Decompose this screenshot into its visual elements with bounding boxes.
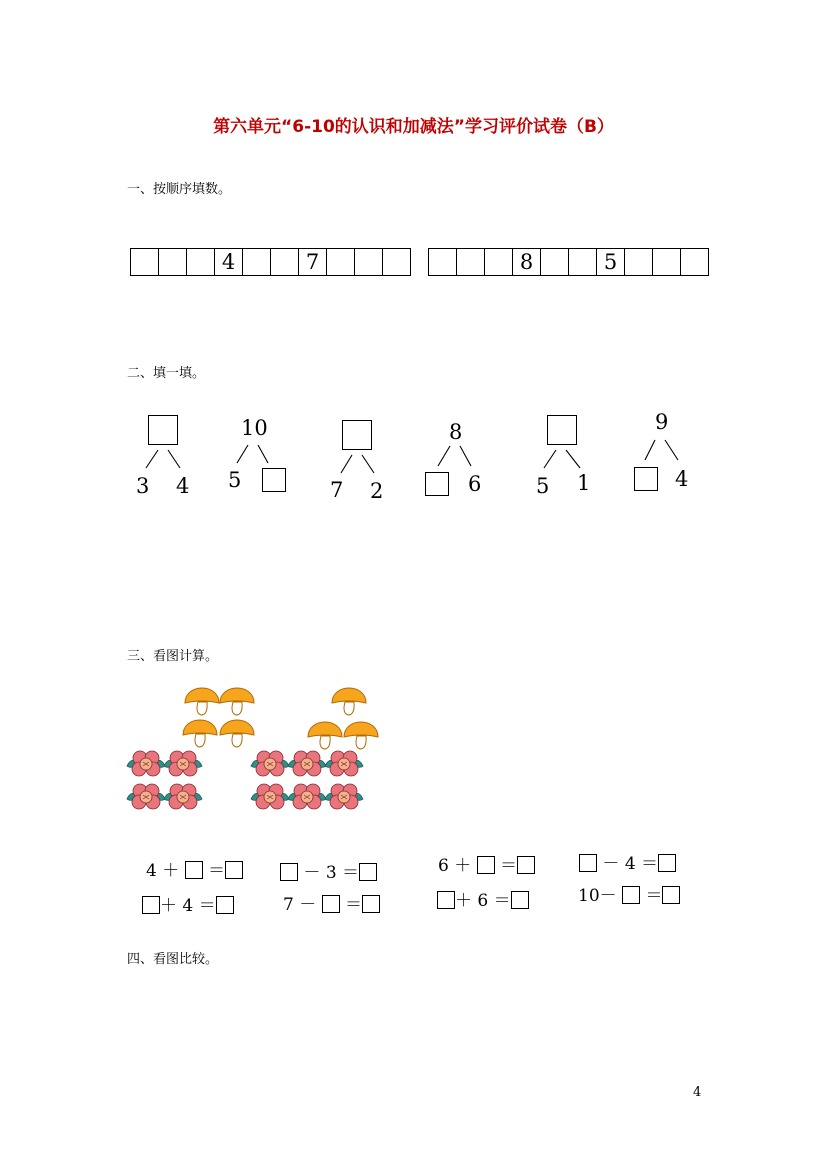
flower-icon [251, 784, 289, 809]
section-1-heading: 一、按顺序填数。 [127, 182, 232, 197]
bond-4-right: 6 [468, 472, 482, 496]
flower-icon [164, 784, 202, 809]
mushroom-icon [332, 688, 366, 715]
sequence-cell: 4 [215, 249, 243, 275]
page-number: 4 [693, 1085, 702, 1100]
mushroom-icon [185, 688, 219, 715]
mushroom-icon [308, 722, 342, 749]
flower-icon [288, 751, 326, 776]
flower-icon [127, 751, 165, 776]
bond-3-right: 2 [370, 479, 384, 503]
section-3-heading: 三、看图计算。 [127, 649, 219, 664]
flower-icon [325, 784, 363, 809]
flower-icon [325, 751, 363, 776]
answer-box[interactable] [362, 895, 380, 913]
answer-box[interactable] [662, 886, 680, 904]
mushroom-icon [220, 688, 254, 715]
mushroom-icon [183, 720, 217, 747]
answer-box[interactable] [437, 891, 455, 909]
answer-box[interactable] [658, 854, 676, 872]
bond-2-left: 5 [228, 468, 242, 492]
answer-box[interactable] [185, 861, 203, 879]
answer-box[interactable] [142, 896, 160, 914]
flower-icon [164, 751, 202, 776]
sequence-cell: 8 [513, 249, 541, 275]
bond-3-left: 7 [330, 478, 344, 502]
page-title: 第六单元“6-10的认识和加减法”学习评价试卷（B） [213, 117, 614, 137]
flower-icon [251, 751, 289, 776]
mushroom-icon [344, 722, 378, 749]
section-2-heading: 二、填一填。 [127, 366, 206, 381]
section-4-heading: 四、看图比较。 [127, 952, 219, 967]
answer-box[interactable] [225, 861, 243, 879]
answer-box[interactable] [477, 856, 495, 874]
sequence-cell: 5 [597, 249, 625, 275]
answer-box[interactable] [511, 891, 529, 909]
bond-4-top: 8 [449, 420, 463, 444]
flower-icon [127, 784, 165, 809]
left-mushrooms [183, 688, 254, 747]
answer-box[interactable] [359, 863, 377, 881]
flower-icon [288, 784, 326, 809]
equation-1: 4 ＋ ＝ [146, 856, 243, 881]
equation-7: ＋ 6 ＝ [437, 886, 529, 911]
bond-5-left: 5 [536, 474, 550, 498]
left-flowers [127, 751, 202, 809]
mushroom-icon [220, 720, 254, 747]
right-flowers [251, 751, 363, 809]
equation-3: 6 ＋ ＝ [438, 851, 535, 876]
answer-box[interactable] [216, 896, 234, 914]
bond-1-right: 4 [176, 474, 190, 498]
right-mushrooms [308, 688, 378, 749]
bond-2-top: 10 [241, 416, 268, 440]
answer-box[interactable] [280, 863, 298, 881]
answer-box[interactable] [322, 895, 340, 913]
equation-2: － 3 ＝ [280, 858, 377, 883]
bond-6-right: 4 [675, 467, 689, 491]
equation-5: ＋ 4 ＝ [142, 891, 234, 916]
answer-box[interactable] [517, 856, 535, 874]
answer-box[interactable] [579, 854, 597, 872]
equation-8: 10－ ＝ [578, 881, 680, 906]
equation-6: 7 － ＝ [283, 890, 380, 915]
answer-box[interactable] [622, 886, 640, 904]
bond-6-top: 9 [655, 410, 669, 434]
bond-1-left: 3 [136, 474, 150, 498]
equation-4: － 4 ＝ [579, 849, 676, 874]
bond-5-right: 1 [577, 471, 591, 495]
sequence-cell: 7 [299, 249, 327, 275]
